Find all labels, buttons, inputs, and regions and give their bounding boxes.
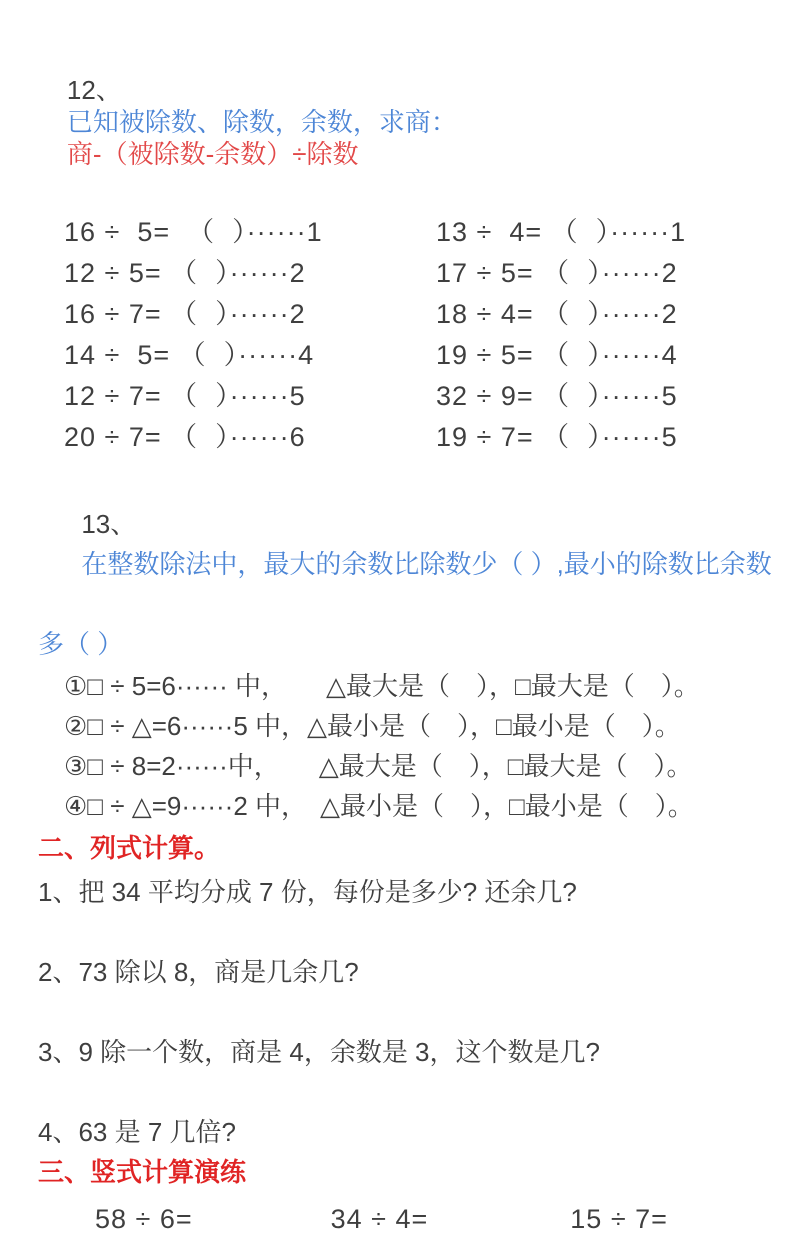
vertical-calculation-row — [0, 1202, 793, 1236]
division-blank-item: 19 ÷ 7= （ ）······5 — [436, 422, 678, 452]
division-blank-item: 12 ÷ 5= （ ）······2 — [64, 258, 306, 288]
division-blank-item: 16 ÷ 5= （ ）······1 — [64, 217, 323, 247]
division-blank-item: 13 ÷ 4= （ ）······1 — [436, 217, 687, 247]
fill-blank-item: ②□ ÷ △=6······5 中，△最小是（ ），□最小是（ ）。 — [64, 711, 681, 741]
word-problem: 2、73 除以 8，商是几余几? — [38, 957, 359, 987]
word-problem: 4、63 是 7 几倍? — [38, 1117, 236, 1147]
word-problem: 3、9 除一个数，商是 4，余数是 3，这个数是几? — [38, 1037, 600, 1067]
section12-title — [38, 42, 793, 202]
division-blank-item: 20 ÷ 7= （ ）······6 — [64, 422, 306, 452]
section12-formula: 商-（被除数-余数）÷除数 — [66, 139, 359, 169]
vertical-calc-item: 58 ÷ 6= — [95, 1204, 193, 1234]
section13-title — [38, 464, 793, 664]
section2-heading: 二、列式计算。 — [38, 833, 221, 863]
division-blank-item: 16 ÷ 7= （ ）······2 — [64, 299, 306, 329]
division-blank-item: 18 ÷ 4= （ ）······2 — [436, 299, 678, 329]
word-problem: 1、把 34 平均分成 7 份，每份是多少? 还余几? — [38, 877, 577, 907]
section12-prompt: 已知被除数、除数，余数，求商： — [66, 107, 457, 137]
section12-number: 12、 — [66, 75, 122, 105]
section3-heading: 三、竖式计算演练 — [38, 1157, 247, 1187]
section13-line1 — [38, 464, 793, 624]
division-blank-item: 14 ÷ 5= （ ）······4 — [64, 340, 315, 370]
division-blank-item: 12 ÷ 7= （ ）······5 — [64, 381, 306, 411]
vertical-calc-item: 34 ÷ 4= — [330, 1204, 429, 1234]
vertical-calc-item: 15 ÷ 7= — [570, 1204, 668, 1234]
division-blank-item: 32 ÷ 9= （ ）······5 — [436, 381, 678, 411]
section13-number: 13、 — [81, 509, 137, 539]
fill-blank-item: ①□ ÷ 5=6······ 中， △最大是（ ），□最大是（ ）。 — [64, 671, 700, 701]
division-column-left — [0, 212, 396, 458]
section13-subitems — [64, 666, 793, 826]
division-exercise-grid — [0, 212, 793, 458]
division-blank-item: 19 ÷ 5= （ ）······4 — [436, 340, 678, 370]
division-column-right — [396, 212, 793, 458]
section13-text-line2: 多（ ） — [38, 629, 124, 659]
section13-text-line1: 在整数除法中，最大的余数比除数少（ ）,最小的除数比余数 — [81, 549, 772, 579]
division-blank-item: 17 ÷ 5= （ ）······2 — [436, 258, 678, 288]
fill-blank-item: ④□ ÷ △=9······2 中， △最小是（ ），□最小是（ ）。 — [64, 791, 694, 821]
fill-blank-item: ③□ ÷ 8=2······中， △最大是（ ），□最大是（ ）。 — [64, 751, 693, 781]
